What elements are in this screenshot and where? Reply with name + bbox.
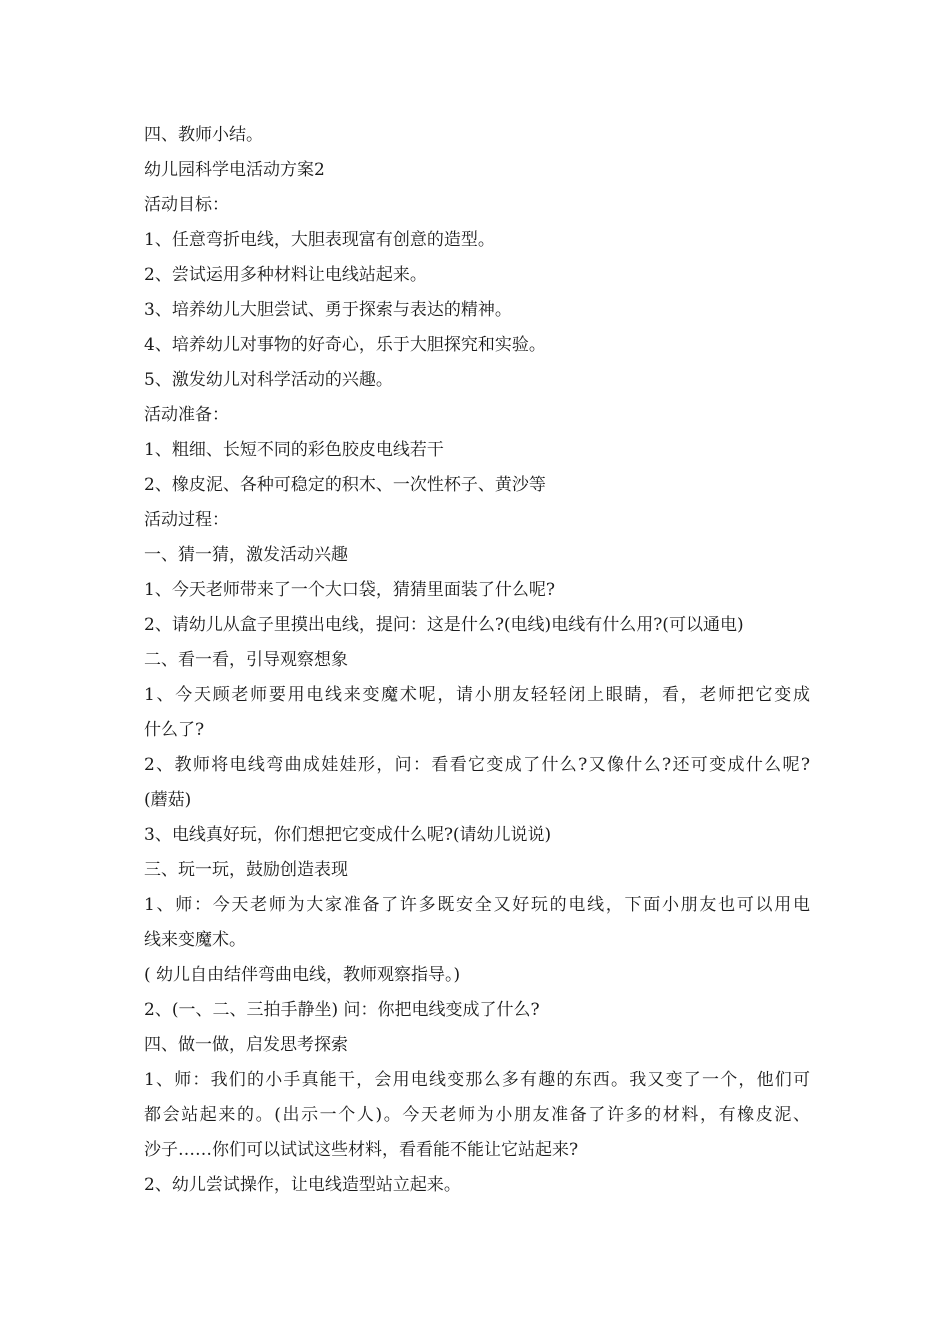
- section-heading: 活动准备：: [144, 405, 229, 425]
- section-heading: 三、玩一玩，鼓励创造表现: [144, 860, 348, 880]
- paragraph-line: 1、粗细、长短不同的彩色胶皮电线若干: [144, 440, 444, 460]
- paragraph-line: ( 幼儿自由结伴弯曲电线，教师观察指导。): [144, 965, 461, 985]
- document-body: [144, 118, 810, 1203]
- paragraph-line: 4、培养幼儿对事物的好奇心，乐于大胆探究和实验。: [144, 335, 546, 355]
- section-heading: 活动过程：: [144, 510, 229, 530]
- paragraph-line: 2、橡皮泥、各种可稳定的积木、一次性杯子、黄沙等: [144, 475, 546, 495]
- paragraph-line: 1、任意弯折电线，大胆表现富有创意的造型。: [144, 230, 495, 250]
- section-heading: 四、做一做，启发思考探索: [144, 1035, 348, 1055]
- paragraph-line: 5、激发幼儿对科学活动的兴趣。: [144, 370, 393, 390]
- paragraph-line: 1、今天顾老师要用电线来变魔术呢，请小朋友轻轻闭上眼睛，看，老师把它变成: [144, 685, 810, 705]
- paragraph-line: (蘑菇): [144, 790, 192, 810]
- paragraph-line: 沙子……你们可以试试这些材料，看看能不能让它站起来?: [144, 1140, 579, 1160]
- paragraph-line: 3、培养幼儿大胆尝试、勇于探索与表达的精神。: [144, 300, 512, 320]
- paragraph-line: 3、电线真好玩，你们想把它变成什么呢?(请幼儿说说): [144, 825, 552, 845]
- section-heading: 四、教师小结。: [144, 125, 263, 145]
- paragraph-line: 2、(一、二、三拍手静坐) 问：你把电线变成了什么?: [144, 1000, 540, 1020]
- paragraph-line: 1、今天老师带来了一个大口袋，猜猜里面装了什么呢?: [144, 580, 555, 600]
- paragraph-line: 1、师：我们的小手真能干，会用电线变那么多有趣的东西。我又变了一个，他们可: [144, 1070, 810, 1090]
- paragraph-line: 2、幼儿尝试操作，让电线造型站立起来。: [144, 1175, 461, 1195]
- paragraph-line: 2、尝试运用多种材料让电线站起来。: [144, 265, 427, 285]
- section-heading: 活动目标：: [144, 195, 229, 215]
- paragraph-line: 2、请幼儿从盒子里摸出电线，提问：这是什么?(电线)电线有什么用?(可以通电): [144, 615, 744, 635]
- section-heading: 二、看一看，引导观察想象: [144, 650, 348, 670]
- paragraph-line: 2、教师将电线弯曲成娃娃形，问：看看它变成了什么?又像什么?还可变成什么呢?: [144, 755, 810, 775]
- document-title: 幼儿园科学电活动方案2: [144, 160, 325, 180]
- paragraph-line: 都会站起来的。(出示一个人)。今天老师为小朋友准备了许多的材料，有橡皮泥、: [144, 1105, 810, 1125]
- paragraph-line: 1、师：今天老师为大家准备了许多既安全又好玩的电线，下面小朋友也可以用电: [144, 895, 810, 915]
- section-heading: 一、猜一猜，激发活动兴趣: [144, 545, 348, 565]
- paragraph-line: 线来变魔术。: [144, 930, 246, 950]
- paragraph-line: 什么了?: [144, 720, 205, 740]
